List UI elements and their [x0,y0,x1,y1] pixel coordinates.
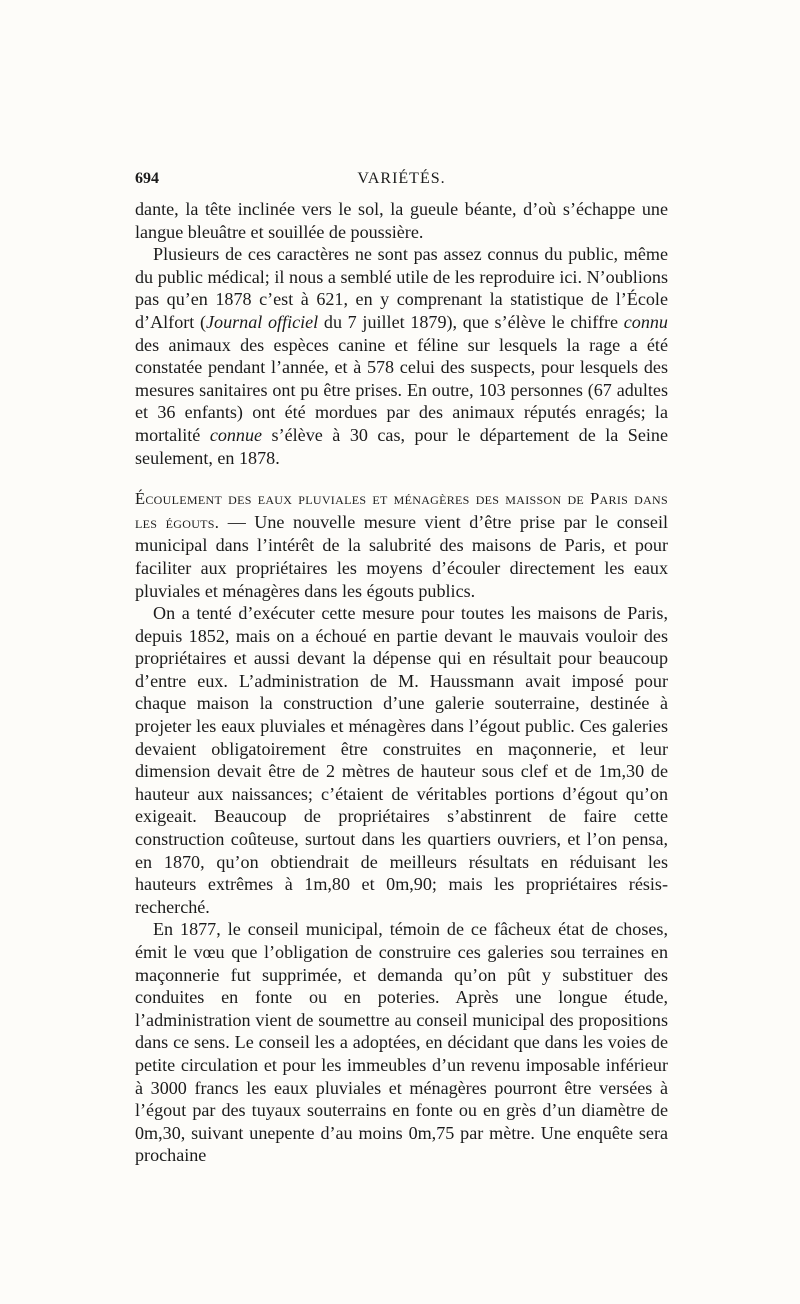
page-number: 694 [135,170,159,187]
paragraph-2-part-a: Plusieurs de ces caractères ne sont pas assez connus du public, même du public médical; il nous a semblé utile de les reproduire ici. N’oublions pas qu’en 1878 c’est à 621, en y comprenant la statistique de l’École d’Alfort ( [135,244,668,332]
paragraph-2-part-d: s’élève à 30 cas, pour le département de la Seine seulement, en 1878. [135,424,668,468]
paragraph-2-part-b: du 7 juillet 1879), que s’élève le chiffre [318,311,624,332]
paragraph-3-text: — Une nouvelle mesure vient d’être prise par le conseil municipal dans l’intérêt de la salubrité des maisons de Paris, et pour faciliter aux propriétaires les moyens d’écouler directement les eaux pluviales et ménagères dans les égouts publics. [135,511,668,601]
paragraph-4: On a tenté d’exécuter cette mesure pour toutes les maisons de Paris, depuis 1852, mais on a échoué en partie devant le mauvais vouloir des propriétaires et aussi devant la dépense qui en résultait pour beaucoup d’entre eux. L’administration de M. Haussmann avait imposé pour chaque maison la construction d’une galerie souterraine, destinée à projeter les eaux pluviales et ménagères dans l’égout public. Ces galeries devaient obligatoirement être construites en maçonnerie, et leur dimension devait être de 2 mètres de hauteur sous clef et de 1m,30 de hauteur aux naissances; c’étaient de véritables portions d’égout qu’on exigeait. Beaucoup de propriétaires s’abstinrent de faire cette construction coûteuse, surtout dans les quartiers ouvriers, et l’on pensa, en 1870, qu’on obtiendrait de meilleurs résultats en réduisant les hauteurs extrêmes à 1m,80 et 0m,90; mais les propriétaires résis- recherché. [135,603,668,917]
journal-officiel-citation: Journal officiel [206,311,319,332]
body-text [135,198,668,1167]
section-heading: Écoulement des eaux pluviales et ménagères des maisson de Paris dans les égouts. [135,489,668,532]
paragraph-2-part-c: des animaux des espèces canine et féline sur lesquels la rage a été constatée pendant l’année, et à 578 celui des suspects, pour lesquels des mesures sanitaires ont pu être prises. En outre, 103 personnes (67 adultes et 36 enfants) ont été mordues par des animaux réputés enragés; la mortalité [135,334,668,445]
paragraph-5: En 1877, le conseil municipal, témoin de ce fâcheux état de choses, émit le vœu que l’obligation de construire ces galeries sou terraines en maçonnerie fut supprimée, et demanda qu’on pût y substituer des conduites en fonte ou en poteries. Après une longue étude, l’administration vient de soumettre au conseil municipal des propositions dans ce sens. Le conseil les a adoptées, en décidant que dans les voies de petite circulation et pour les immeubles d’un revenu imposable inférieur à 3000 francs les eaux pluviales et ménagères pourront être versées à l’égout par des tuyaux souterrains en fonte ou en grès d’un diamètre de 0m,30, suivant unepente d’au moins 0m,75 par mètre. Une enquête sera prochaine [135,919,668,1166]
paragraph-3 [135,487,668,602]
emphasis-connu: connu [623,311,668,332]
running-title: VARIÉTÉS. [357,170,446,187]
emphasis-connue: connue [209,424,263,445]
paragraph-2 [135,243,668,469]
page-header [135,170,668,194]
paragraph-1: dante, la tête inclinée vers le sol, la gueule béante, d’où s’échappe une langue bleuâtre et souillée de poussière. [135,199,668,242]
